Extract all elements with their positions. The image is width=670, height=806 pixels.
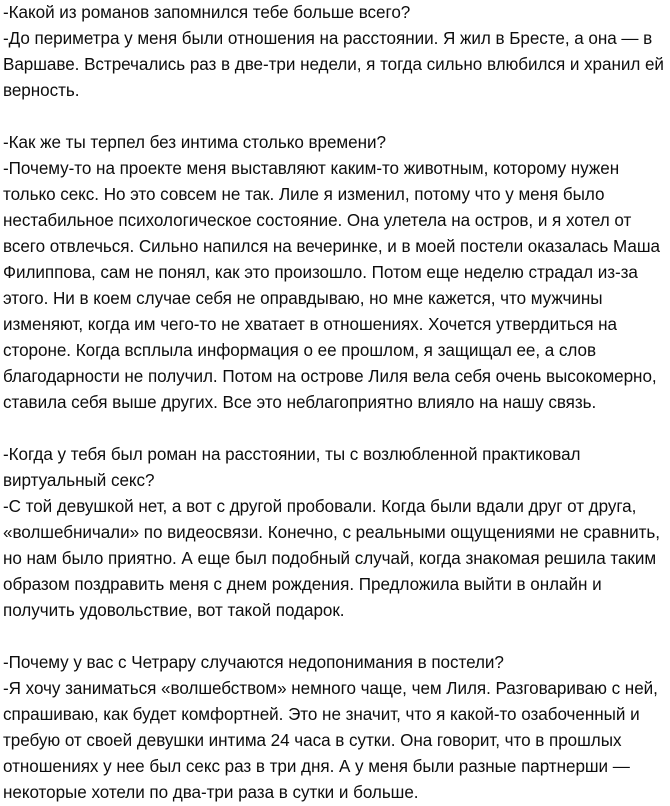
interview-question: -Какой из романов запомнился тебе больше всего? (3, 3, 411, 22)
qa-block (0, 0, 670, 104)
interview-answer: -Я хочу заниматься «волшебством» немного чаще, чем Лиля. Разговариваю с ней, спрашиваю, как будет комфортней. Это не значит, что я какой-то озабоченный и требую от своей девушки интима 24 часа в сутки. Она говорит, что в прошлых отношениях у нее был секс раз в три дня. А у меня были разные партнерши — некоторые хотели по два-три раза в сутки и больше. (3, 679, 658, 802)
interview-question: -Когда у тебя был роман на расстоянии, ты с возлюбленной практиковал виртуальный секс? (3, 445, 581, 490)
interview-answer: -С той девушкой нет, а вот с другой пробовали. Когда были вдали друг от друга, «волшебничали» по видеосвязи. Конечно, с реальными ощущениями не сравнить, но нам было приятно. А еще был подобный случай, когда знакомая решила таким образом поздравить меня с днем рождения. Предложила выйти в онлайн и получить удовольствие, вот такой подарок. (3, 497, 660, 620)
interview-answer: -Почему-то на проекте меня выставляют каким-то животным, которому нужен только секс. Но это совсем не так. Лиле я изменил, потому что у меня было нестабильное психологическое состояние. Она улетела на остров, и я хотел от всего отвлечься. Сильно напился на вечеринке, и в моей постели оказалась Маша Филиппова, сам не понял, как это произошло. Потом еще неделю страдал из-за этого. Ни в коем случае себя не оправдываю, но мне кажется, что мужчины изменяют, когда им чего-то не хватает в отношениях. Хочется утвердиться на стороне. Когда всплыла информация о ее прошлом, я защищал ее, а слов благодарности не получил. Потом на острове Лиля вела себя очень высокомерно, ставила себя выше других. Все это неблагоприятно влияло на нашу связь. (3, 159, 660, 412)
interview-question: -Почему у вас с Четрару случаются недопонимания в постели? (3, 653, 504, 672)
interview-answer: -До периметра у меня были отношения на расстоянии. Я жил в Бресте, а она — в Варшаве. Встречались раз в две-три недели, я тогда сильно влюбился и хранил ей верность. (3, 29, 664, 100)
qa-block (0, 442, 670, 624)
interview-question: -Как же ты терпел без интима столько времени? (3, 133, 386, 152)
qa-block (0, 130, 670, 416)
qa-block (0, 650, 670, 806)
